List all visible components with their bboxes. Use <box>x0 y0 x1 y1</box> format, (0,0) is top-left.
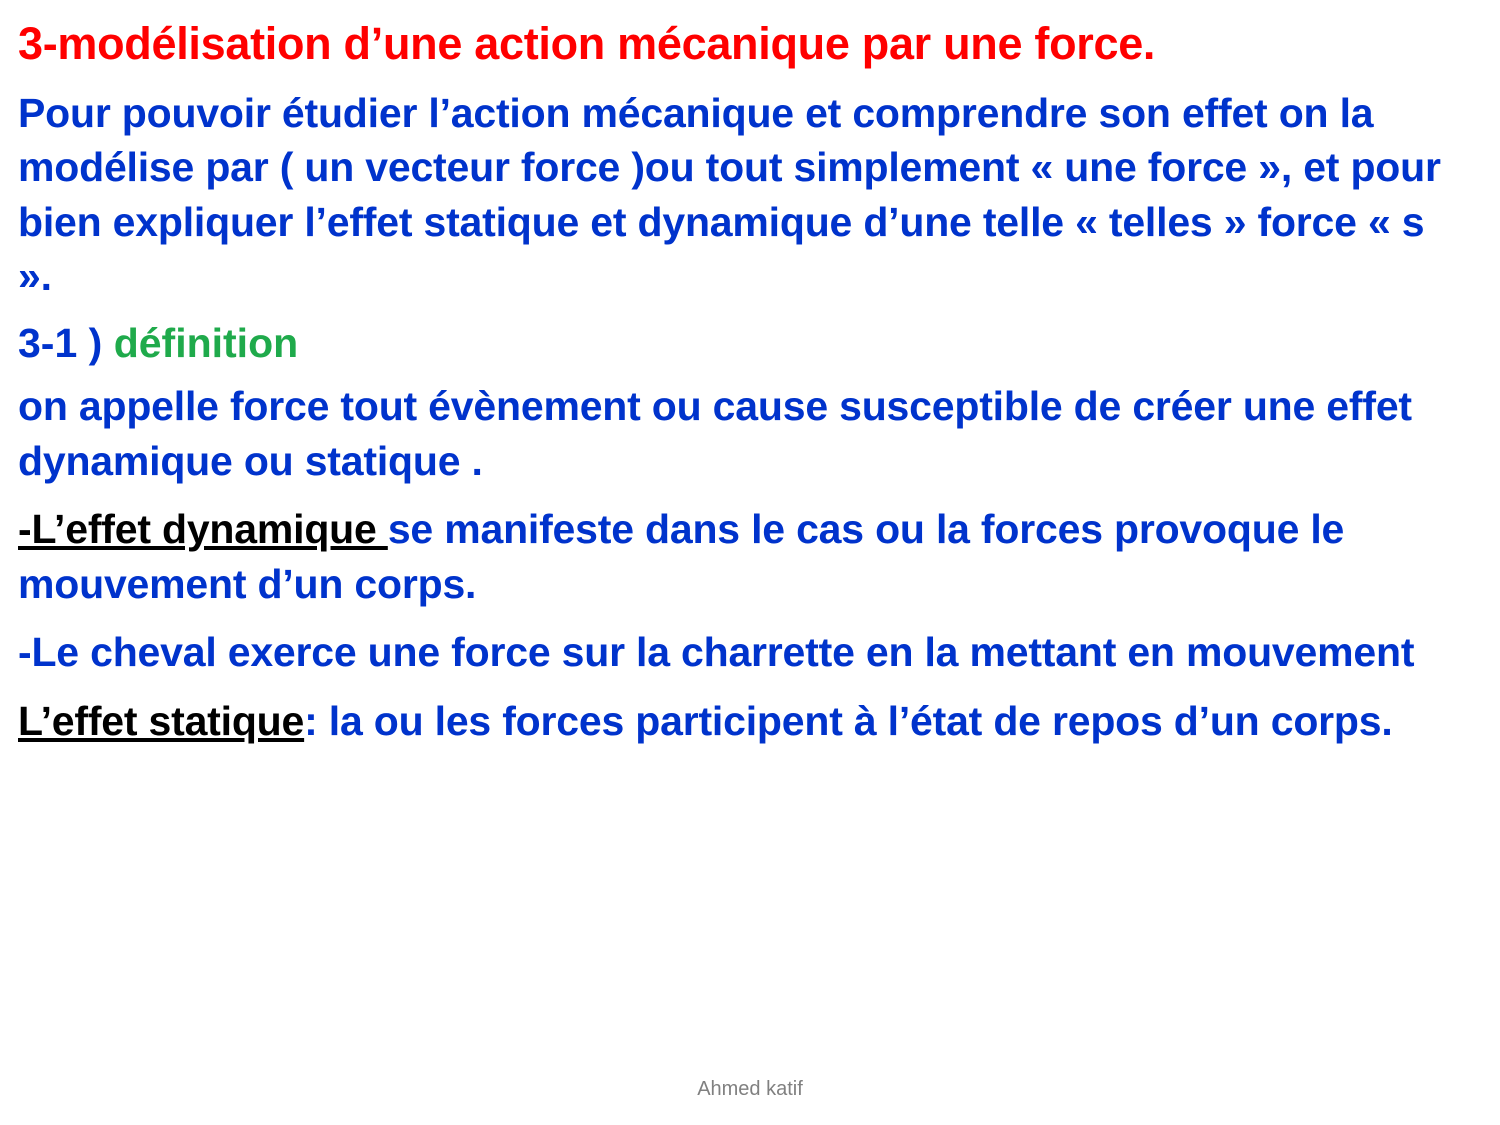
intro-paragraph: Pour pouvoir étudier l’action mécanique et comprendre son effet on la modélise par ( un vecteur force )ou tout simplement « une force », et pour bien expliquer l’effet statique et dynamique d’une telle « telles » force « s ». <box>18 89 1441 300</box>
dynamic-effect-paragraph <box>18 502 1460 611</box>
dynamic-effect-text: se manifeste dans le cas ou la forces provoque le mouvement d’un corps. <box>18 506 1345 607</box>
static-effect-paragraph <box>18 694 1460 749</box>
static-effect-text: : la ou les forces participent à l’état de repos d’un corps. <box>304 697 1393 744</box>
horse-example-paragraph: -Le cheval exerce une force sur la charrette en la mettant en mouvement <box>18 629 1415 676</box>
section-number: 3-1 ) <box>18 319 114 366</box>
slide-footer: Ahmed katif <box>697 1078 803 1100</box>
section-heading <box>18 318 1460 369</box>
section-title: définition <box>113 319 299 366</box>
definition-paragraph: on appelle force tout évènement ou cause susceptible de créer une effet dynamique ou statique . <box>18 383 1412 484</box>
page-title: 3-modélisation d’une action mécanique par une force. <box>18 18 1156 69</box>
dynamic-effect-label: -L’effet dynamique <box>18 506 388 553</box>
static-effect-label: L’effet statique <box>18 697 305 744</box>
